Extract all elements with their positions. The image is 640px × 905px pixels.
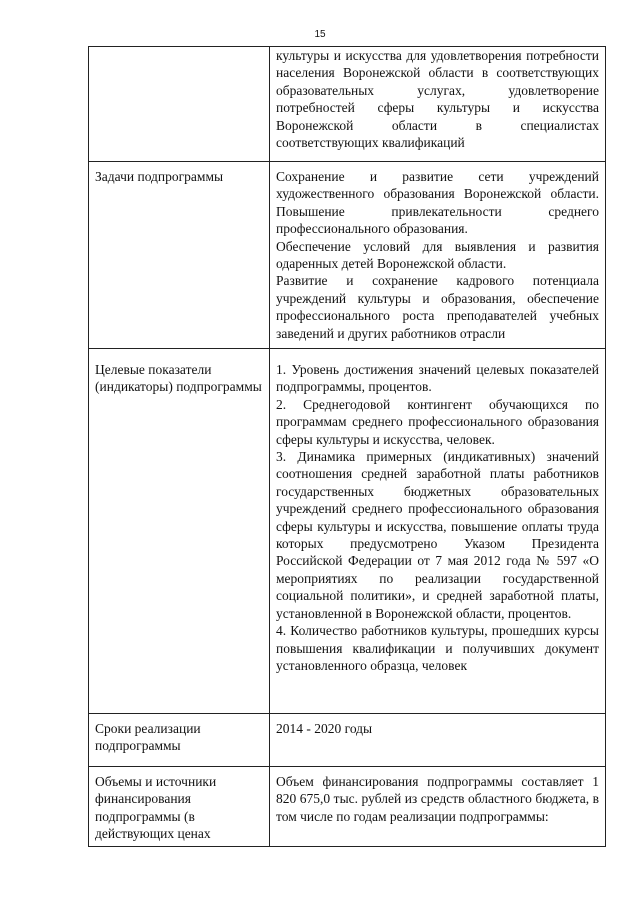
row-content [270, 349, 606, 714]
row-label: Целевые показатели (индикаторы) подпрограммы [89, 349, 270, 714]
content-paragraph: 2014 - 2020 годы [276, 721, 373, 736]
table-row [89, 162, 606, 349]
row-label: Сроки реализации подпрограммы [89, 714, 270, 767]
content-paragraph: 3. Динамика примерных (индикативных) значений соотношения средней заработной платы работников государственных бюджетных образовательных учреждений среднего профессионального образования сферы культуры и искусства, повышение оплаты труда которых предусмотрено Указом Президента Российской Федерации от 7 мая 2012 года № 597 «О мероприятиях по реализации государственной социальной политики», и средней заработной платы, установленной в Воронежской области, процентов. [276, 449, 599, 621]
table-row [89, 349, 606, 714]
row-content [270, 767, 606, 847]
row-content [270, 714, 606, 767]
subprogram-passport-table [88, 46, 606, 847]
table-row [89, 767, 606, 847]
row-content [270, 47, 606, 162]
content-paragraph: 2. Среднегодовой контингент обучающихся по программам среднего профессионального образования сферы культуры и искусства, человек. [276, 396, 599, 447]
content-paragraph: Развитие и сохранение кадрового потенциала учреждений культуры и образования, обеспечение профессионального роста преподавателей учебных заведений и других работников отрасли [276, 273, 599, 341]
content-paragraph: Сохранение и развитие сети учреждений художественного образования Воронежской области. Повышение привлекательности среднего профессионального образования. [276, 169, 599, 237]
row-label: Объемы и источники финансирования подпрограммы (в действующих ценах [89, 767, 270, 847]
table-row [89, 714, 606, 767]
row-content [270, 162, 606, 349]
content-paragraph: Обеспечение условий для выявления и развития одаренных детей Воронежской области. [276, 238, 599, 272]
content-paragraph: Объем финансирования подпрограммы составляет 1 820 675,0 тыс. рублей из средств областного бюджета, в том числе по годам реализации подпрограммы: [276, 774, 599, 824]
content-paragraph: 4. Количество работников культуры, прошедших курсы повышения квалификации и получивших документ установленного образца, человек [276, 623, 599, 673]
content-paragraph: 1. Уровень достижения значений целевых показателей подпрограммы, процентов. [276, 362, 599, 395]
table-row [89, 47, 606, 162]
page-number: 15 [314, 29, 326, 40]
row-label: Задачи подпрограммы [89, 162, 270, 349]
row-label [89, 47, 270, 162]
content-paragraph: культуры и искусства для удовлетворения потребности населения Воронежской области в соответствующих образовательных услугах, удовлетворение потребностей сферы культуры и искусства Воронежской области в специалистах соответствующих квалификаций [276, 48, 599, 151]
